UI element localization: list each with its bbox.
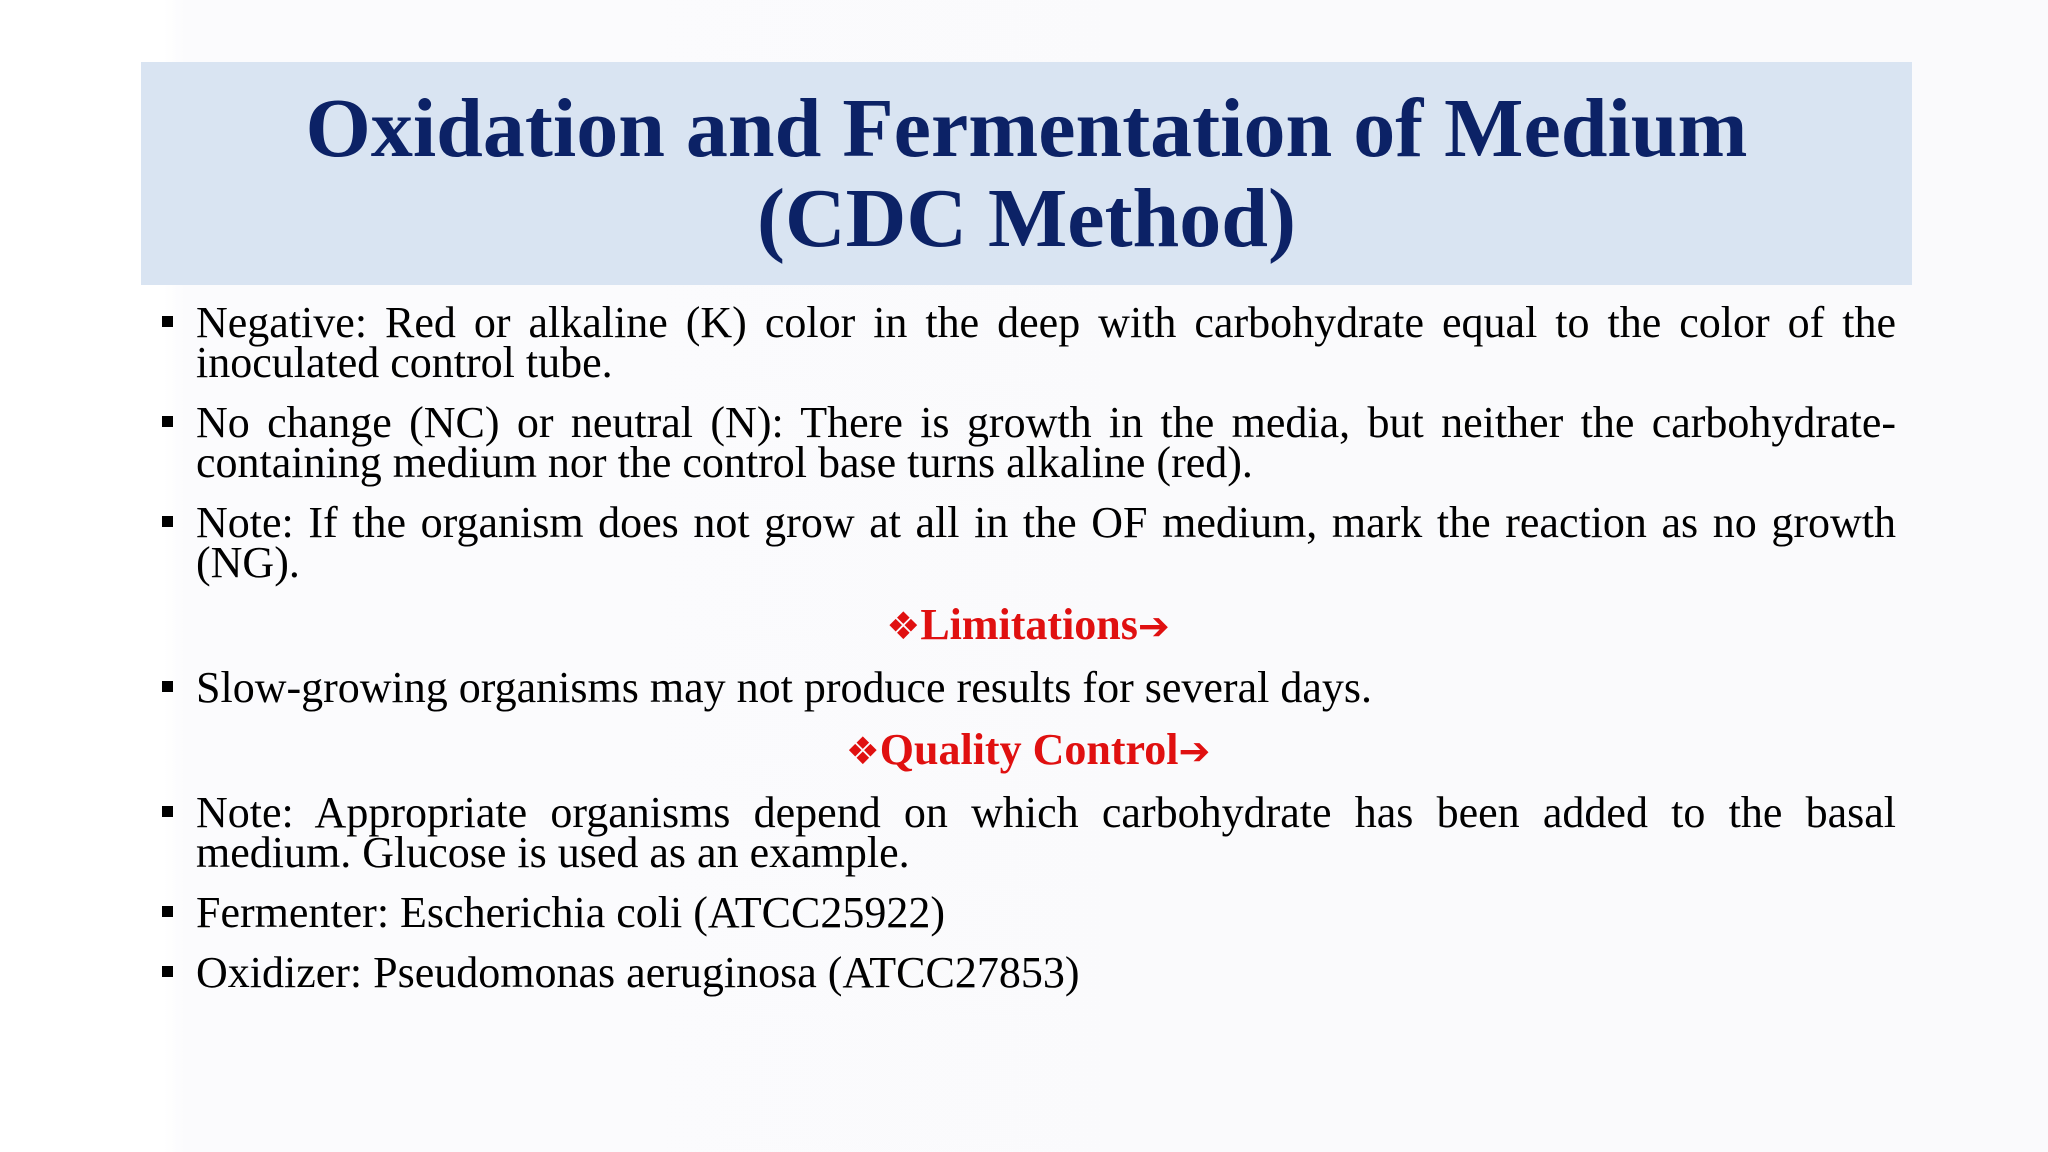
bullet-text: Note: Appropriate organisms depend on which carbohydrate has been added to the basal medium. Glucose is used as an example. [196, 788, 1896, 877]
bullet-text: Slow-growing organisms may not produce results for several days. [196, 663, 1372, 712]
bullet-text: Note: If the organism does not grow at all in the OF medium, mark the reaction as no growth (NG). [196, 498, 1896, 587]
quality-control-heading-label: Quality Control [879, 725, 1179, 774]
right-arrow-icon: ➔ [1137, 604, 1170, 648]
limitations-heading [160, 600, 1896, 649]
square-bullet-icon [162, 806, 173, 817]
limitations-heading-label: Limitations [920, 600, 1138, 649]
bullet-text: Oxidizer: Pseudomonas aeruginosa (ATCC27853) [196, 948, 1080, 997]
square-bullet-icon [162, 681, 173, 692]
diamond-ornament-icon: ❖ [886, 604, 921, 648]
bullet-item-appropriate-organisms [160, 788, 1896, 877]
quality-control-heading [160, 725, 1896, 774]
square-bullet-icon [162, 516, 173, 527]
slide-body [160, 298, 1896, 1013]
square-bullet-icon [162, 966, 173, 977]
square-bullet-icon [162, 416, 173, 427]
slide-title-line-1: Oxidation and Fermentation of Medium [305, 81, 1748, 175]
bullet-item-no-growth-note [160, 498, 1896, 587]
title-band [141, 62, 1912, 285]
bullet-text: Fermenter: Escherichia coli (ATCC25922) [196, 888, 946, 937]
bullet-item-no-change [160, 398, 1896, 487]
bullet-text: No change (NC) or neutral (N): There is growth in the media, but neither the carbohydrate-containing medium nor the control base turns alkaline (red). [196, 398, 1896, 487]
slide-title-line-2: (CDC Method) [757, 171, 1296, 265]
square-bullet-icon [162, 316, 173, 327]
bullet-item-oxidizer [160, 948, 1896, 997]
diamond-ornament-icon: ❖ [845, 729, 880, 773]
bullet-item-slow-growing [160, 663, 1896, 712]
right-arrow-icon: ➔ [1178, 729, 1211, 773]
square-bullet-icon [162, 906, 173, 917]
bullet-text: Negative: Red or alkaline (K) color in the deep with carbohydrate equal to the color of the inoculated control tube. [196, 298, 1896, 387]
bullet-item-negative [160, 298, 1896, 387]
bullet-item-fermenter [160, 888, 1896, 937]
